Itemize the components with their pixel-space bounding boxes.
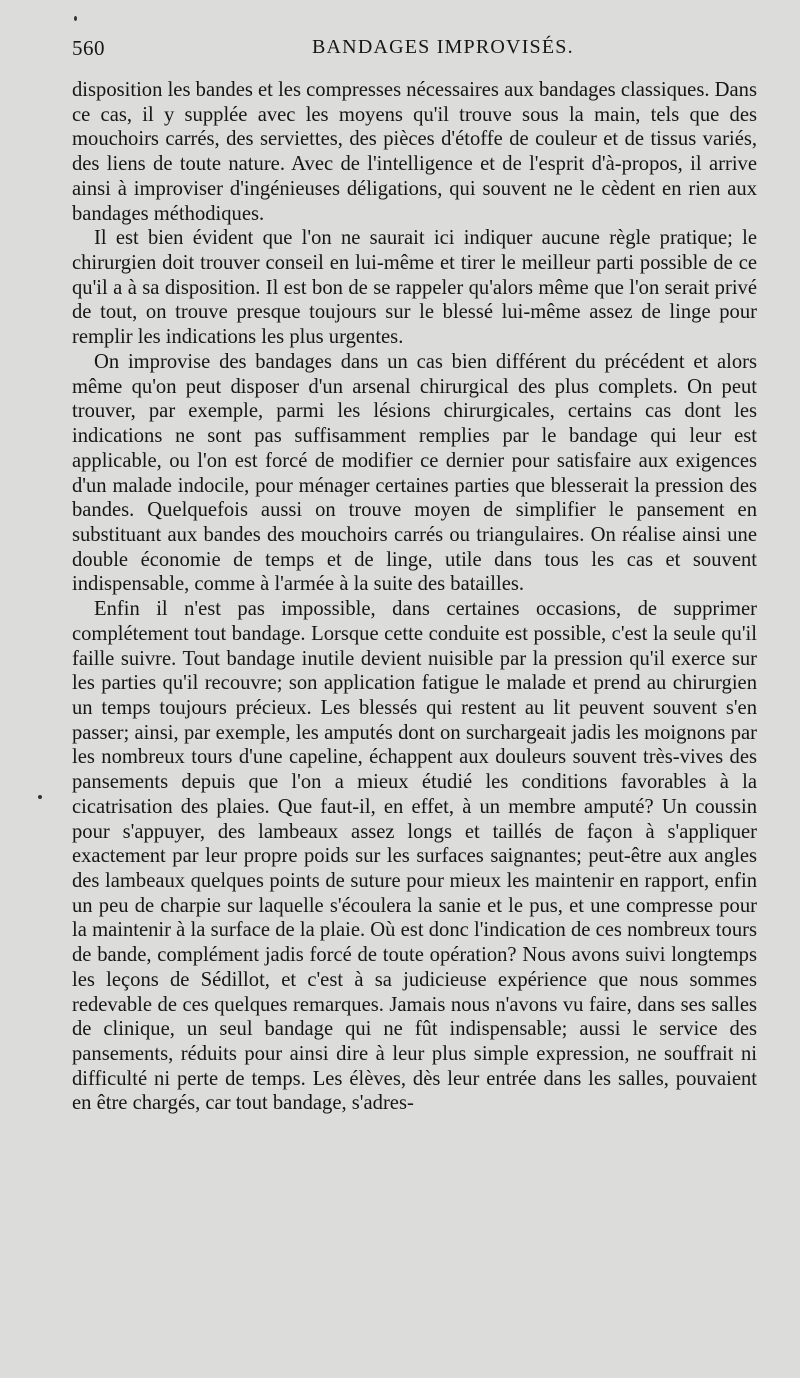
paragraph: On improvise des bandages dans un cas bien différent du précédent et alors même qu'on peut disposer d'un arsenal chirurgical des plus complets. On peut trouver, par exemple, parmi les lésions chirurgicales, certains cas dont les indications ne sont pas suffisamment remplies par le bandage qui leur est applicable, ou l'on est forcé de modifier ce dernier pour satisfaire aux exigences d'un malade indocile, pour ménager certaines parties que blesserait la pression des bandes. Quelquefois aussi on trouve moyen de simplifier le pansement en substituant aux bandes des mouchoirs carrés ou triangulaires. On réalise ainsi une double économie de temps et de linge, utile dans tous les cas et souvent indispensable, comme à l'armée à la suite des batailles. [72,350,757,596]
page-number: 560 [72,36,105,60]
page-header [72,36,764,66]
ink-speck [38,795,42,799]
ink-speck [74,16,77,21]
paragraph: Il est bien évident que l'on ne saurait ici indiquer aucune règle pratique; le chirurgien doit trouver conseil en lui-même et tirer le meilleur parti possible de ce qu'il a à sa disposition. Il est bon de se rappeler qu'alors même que l'on serait privé de tout, on trouve presque toujours sur le blessé lui-même assez de linge pour remplir les indications les plus urgentes. [72,227,757,349]
paragraph-continuation: disposition les bandes et les compresses nécessaires aux bandages classiques. Dans ce cas, il y supplée avec les moyens qu'il trouve sous la main, tels que des mouchoirs carrés, des serviettes, des pièces d'étoffe de couleur et de tissus variés, des liens de toute nature. Avec de l'intelligence et de l'esprit d'à-propos, il arrive ainsi à improviser d'ingénieuses déligations, qui souvent ne le cèdent en rien aux bandages méthodiques. [72,79,757,225]
running-title: BANDAGES IMPROVISÉS. [312,36,574,58]
paragraph: Enfin il n'est pas impossible, dans certaines occasions, de supprimer complétement tout bandage. Lorsque cette conduite est possible, c'est la seule qu'il faille suivre. Tout bandage inutile devient nuisible par la pression qu'il exerce sur les parties qu'il recouvre; son application fatigue le malade et prend au chirurgien un temps toujours précieux. Les blessés qui restent au lit peuvent souvent s'en passer; ainsi, par exemple, les amputés dont on surchargeait jadis les moignons par les nombreux tours d'une capeline, échappent aux douleurs souvent très-vives des pansements depuis que l'on a mieux étudié les conditions favorables à la cicatrisation des plaies. Que faut-il, en effet, à un membre amputé? Un coussin pour s'appuyer, des lambeaux assez longs et taillés de façon à s'appliquer exactement par leur propre poids sur les surfaces saignantes; peut-être aux angles des lambeaux quelques points de suture pour mieux les maintenir en rapport, enfin un peu de charpie sur laquelle s'écoulera la sanie et le pus, et une compresse pour la maintenir à la surface de la plaie. Où est donc l'indication de ces nombreux tours de bande, complément jadis forcé de toute opération? Nous avons suivi longtemps les leçons de Sédillot, et c'est à sa judicieuse expérience que nous sommes redevable de ces quelques remarques. Jamais nous n'avons vu faire, dans ses salles de clinique, un seul bandage qui ne fût indispensable; aussi le service des pansements, réduits pour ainsi dire à leur plus simple expression, ne souffrait ni difficulté ni perte de temps. Les élèves, dès leur entrée dans les salles, pouvaient en être chargés, car tout bandage, s'adres- [72,598,757,1115]
body-text [72,78,757,1116]
